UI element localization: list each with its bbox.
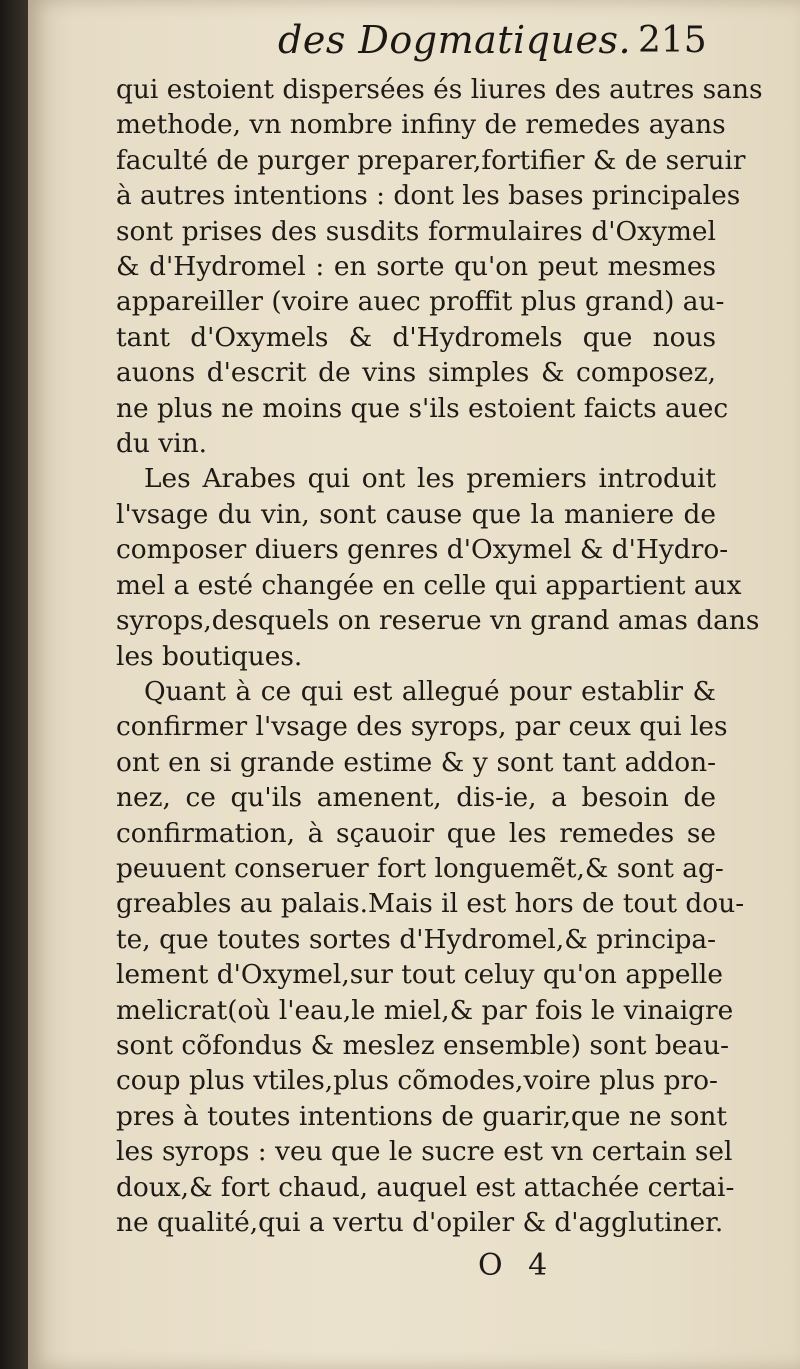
text-line: peuuent conseruer fort longuemẽt,& sont ag- (116, 852, 724, 884)
text-line: tant d'Oxymels & d'Hydromels que nous (116, 321, 716, 353)
text-line: melicrat(où l'eau,le miel,& par fois le vinaigre (116, 994, 734, 1026)
text-line: ne qualité,qui a vertu d'opiler & d'agglutiner. (116, 1207, 724, 1238)
text-line: methode, vn nombre infiny de remedes ayans (116, 109, 726, 141)
text-line: syrops,desquels on reserue vn grand amas dans (116, 605, 760, 637)
text-line: l'vsage du vin, sont cause que la maniere de (116, 498, 716, 530)
text-line: coup plus vtiles,plus cõmodes,voire plus pro- (116, 1065, 718, 1097)
text-line: auons d'escrit de vins simples & composez, (116, 357, 716, 389)
text-line: Les Arabes qui ont les premiers introduit (144, 463, 716, 495)
text-line: les syrops : veu que le sucre est vn certain sel (116, 1136, 733, 1168)
text-line: pres à toutes intentions de guarir,que ne sont (116, 1100, 727, 1132)
text-line: confirmer l'vsage des syrops, par ceux qui les (116, 711, 728, 743)
book-page (28, 0, 800, 1369)
text-line: composer diuers genres d'Oxymel & d'Hydro- (116, 534, 729, 566)
text-line: du vin. (116, 428, 208, 460)
text-line: faculté de purger preparer,fortifier & de seruir (116, 144, 746, 176)
text-line: te, que toutes sortes d'Hydromel,& principa- (116, 923, 716, 955)
text-line: qui estoient dispersées és liures des autres sans (116, 74, 763, 105)
page-number: 215 (638, 20, 707, 61)
paragraph (116, 674, 745, 1241)
text-line: ne plus ne moins que s'ils estoient faicts auec (116, 392, 729, 424)
text-line: Quant à ce qui est allegué pour establir & (144, 675, 716, 707)
paragraph (116, 72, 763, 461)
text-line: appareiller (voire auec proffit plus grand) au- (116, 286, 725, 318)
text-line: & d'Hydromel : en sorte qu'on peut mesmes (116, 251, 716, 283)
text-line: doux,& fort chaud, auquel est attachée certai- (116, 1171, 735, 1203)
page-header (28, 18, 800, 78)
text-line: greables au palais.Mais il est hors de tout dou- (116, 888, 745, 920)
running-title: des Dogmatiques. (278, 18, 632, 62)
paragraph (116, 461, 760, 673)
text-line: à autres intentions : dont les bases principales (116, 180, 741, 212)
text-line: sont cõfondus & meslez ensemble) sont beau- (116, 1029, 730, 1061)
text-line: les boutiques. (116, 640, 303, 672)
text-line: mel a esté changée en celle qui appartient aux (116, 569, 742, 601)
body-text (116, 72, 763, 1240)
signature-mark: O 4 (478, 1248, 556, 1283)
text-line: ont en si grande estime & y sont tant addon- (116, 746, 716, 778)
text-line: nez, ce qu'ils amenent, dis-ie, a besoin de (116, 782, 716, 814)
page-binding-edge (0, 0, 28, 1369)
text-line: sont prises des susdits formulaires d'Oxymel (116, 215, 716, 247)
text-line: confirmation, à sçauoir que les remedes se (116, 817, 716, 849)
text-line: lement d'Oxymel,sur tout celuy qu'on appelle (116, 959, 723, 991)
